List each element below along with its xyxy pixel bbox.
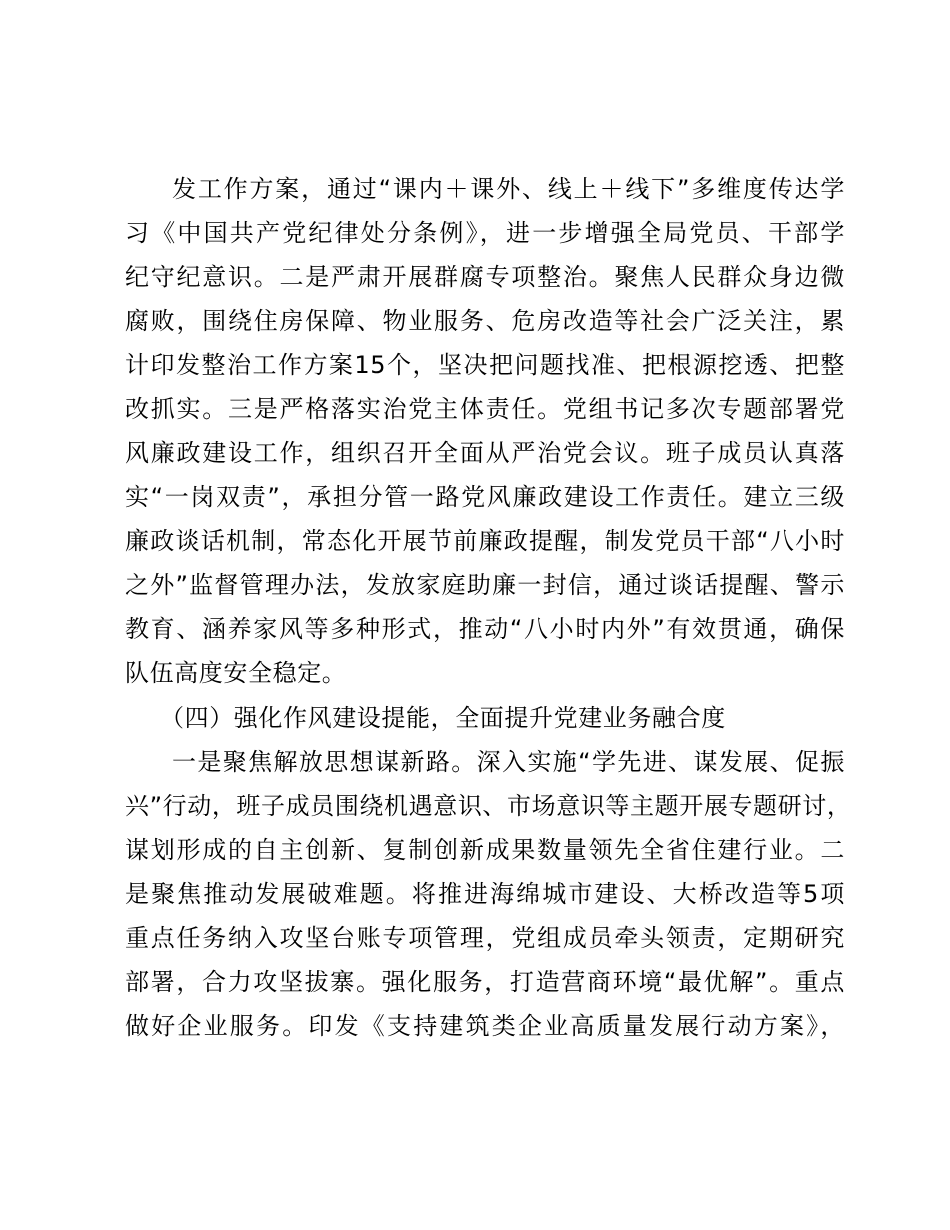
paragraph-line: 廉政谈话机制，常态化开展节前廉政提醒，制发党员干部“八小时 [125,527,845,555]
paragraph-line: 腐败，围绕住房保障、物业服务、危房改造等社会广泛关注，累 [125,307,845,335]
section-heading: （四）强化作风建设提能，全面提升党建业务融合度 [160,704,726,732]
paragraph-line: 队伍高度安全稳定。 [125,659,347,687]
paragraph-line: 谋划形成的自主创新、复制创新成果数量领先全省住建行业。二 [125,836,845,864]
paragraph-line: 改抓实。三是严格落实治党主体责任。党组书记多次专题部署党 [125,395,845,423]
paragraph-line: 发工作方案，通过“课内＋课外、线上＋线下”多维度传达学 [172,175,845,203]
paragraph-line: 计印发整治工作方案15个，坚决把问题找准、把根源挖透、把整 [125,351,845,379]
paragraph-line: 教育、涵养家风等多种形式，推动“八小时内外”有效贯通，确保 [125,615,845,643]
paragraph-line: 部署，合力攻坚拔寨。强化服务，打造营商环境“最优解”。重点 [125,968,845,996]
paragraph-line: 之外”监督管理办法，发放家庭助廉一封信，通过谈话提醒、警示 [125,571,845,599]
paragraph-line: 是聚焦推动发展破难题。将推进海绵城市建设、大桥改造等5项 [125,880,845,908]
paragraph-line: 习《中国共产党纪律处分条例》，进一步增强全局党员、干部学 [125,219,845,247]
paragraph-line: 实“一岗双责”，承担分管一路党风廉政建设工作责任。建立三级 [125,483,845,511]
paragraph-line: 纪守纪意识。二是严肃开展群腐专项整治。聚焦人民群众身边微 [125,263,845,291]
paragraph-line: 兴”行动，班子成员围绕机遇意识、市场意识等主题开展专题研讨， [125,792,852,820]
paragraph-line: 风廉政建设工作，组织召开全面从严治党会议。班子成员认真落 [125,439,845,467]
paragraph-line: 重点任务纳入攻坚台账专项管理，党组成员牵头领责，定期研究 [125,924,845,952]
paragraph-line: 一是聚焦解放思想谋新路。深入实施“学先进、谋发展、促振 [172,748,845,776]
paragraph-line: 做好企业服务。印发《支持建筑类企业高质量发展行动方案》， [125,1012,845,1040]
